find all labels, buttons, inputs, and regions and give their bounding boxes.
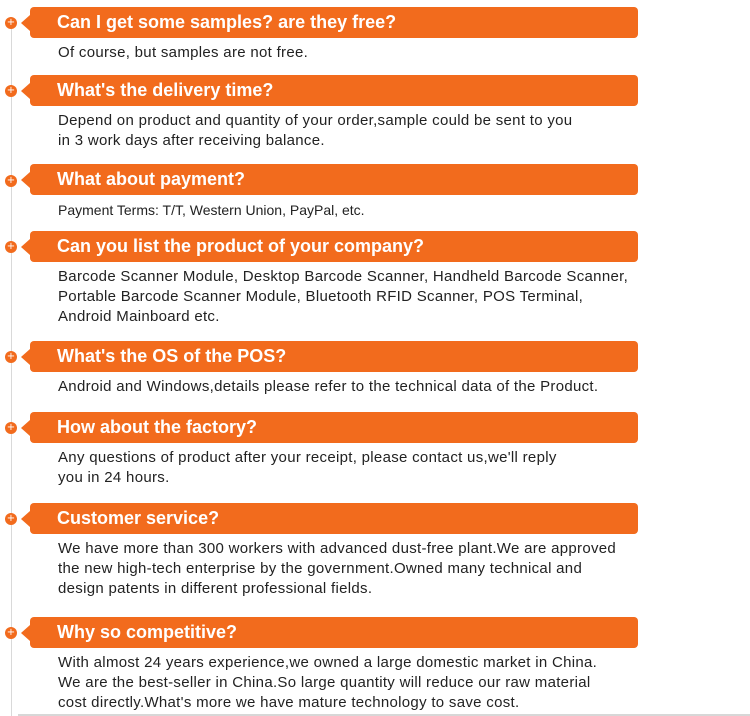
question-bar bbox=[30, 75, 638, 106]
question-text: Why so competitive? bbox=[57, 622, 238, 642]
plus-icon: + bbox=[6, 351, 16, 362]
plus-icon: + bbox=[6, 175, 16, 186]
question-bar bbox=[30, 503, 638, 534]
answer-text: Depend on product and quantity of your order,sample could be sent to you in 3 work days after receiving balance. bbox=[58, 112, 573, 149]
answer-text: Payment Terms: T/T, Western Union, PayPal, etc. bbox=[58, 202, 365, 218]
question-text: Can you list the product of your company? bbox=[57, 236, 425, 256]
plus-icon: + bbox=[6, 513, 16, 524]
answer-text: Barcode Scanner Module, Desktop Barcode Scanner, Handheld Barcode Scanner, Portable Barcode Scanner Module, Bluetooth RFID Scanner, POS Terminal, Android Mainboard etc. bbox=[58, 268, 629, 325]
question-bar bbox=[30, 7, 638, 38]
answer-text: Of course, but samples are not free. bbox=[58, 44, 309, 61]
plus-icon: + bbox=[6, 17, 16, 28]
question-text: What's the OS of the POS? bbox=[57, 346, 287, 366]
question-bar bbox=[30, 341, 638, 372]
question-bar bbox=[30, 164, 638, 195]
answer-text: Android and Windows,details please refer to the technical data of the Product. bbox=[58, 378, 599, 395]
plus-icon: + bbox=[6, 422, 16, 433]
question-text: Customer service? bbox=[57, 508, 220, 528]
timeline-line bbox=[11, 18, 12, 716]
answer-text: We have more than 300 workers with advanced dust-free plant.We are approved the new high-tech enterprise by the government.Owned many technical and design patents in different professional fields. bbox=[58, 540, 617, 597]
question-text: How about the factory? bbox=[57, 417, 258, 437]
plus-icon: + bbox=[6, 241, 16, 252]
question-bar bbox=[30, 412, 638, 443]
question-text: What about payment? bbox=[57, 169, 245, 189]
answer-text: Any questions of product after your receipt, please contact us,we'll reply you in 24 hours. bbox=[58, 449, 557, 486]
question-text: Can I get some samples? are they free? bbox=[57, 12, 397, 32]
answer-text: With almost 24 years experience,we owned a large domestic market in China. We are the best-seller in China.So large quantity will reduce our raw material cost directly.What's more we have mature technology to save cost. bbox=[58, 654, 598, 711]
question-bar bbox=[30, 231, 638, 262]
question-bar bbox=[30, 617, 638, 648]
question-text: What's the delivery time? bbox=[57, 80, 274, 100]
plus-icon: + bbox=[6, 85, 16, 96]
plus-icon: + bbox=[6, 627, 16, 638]
